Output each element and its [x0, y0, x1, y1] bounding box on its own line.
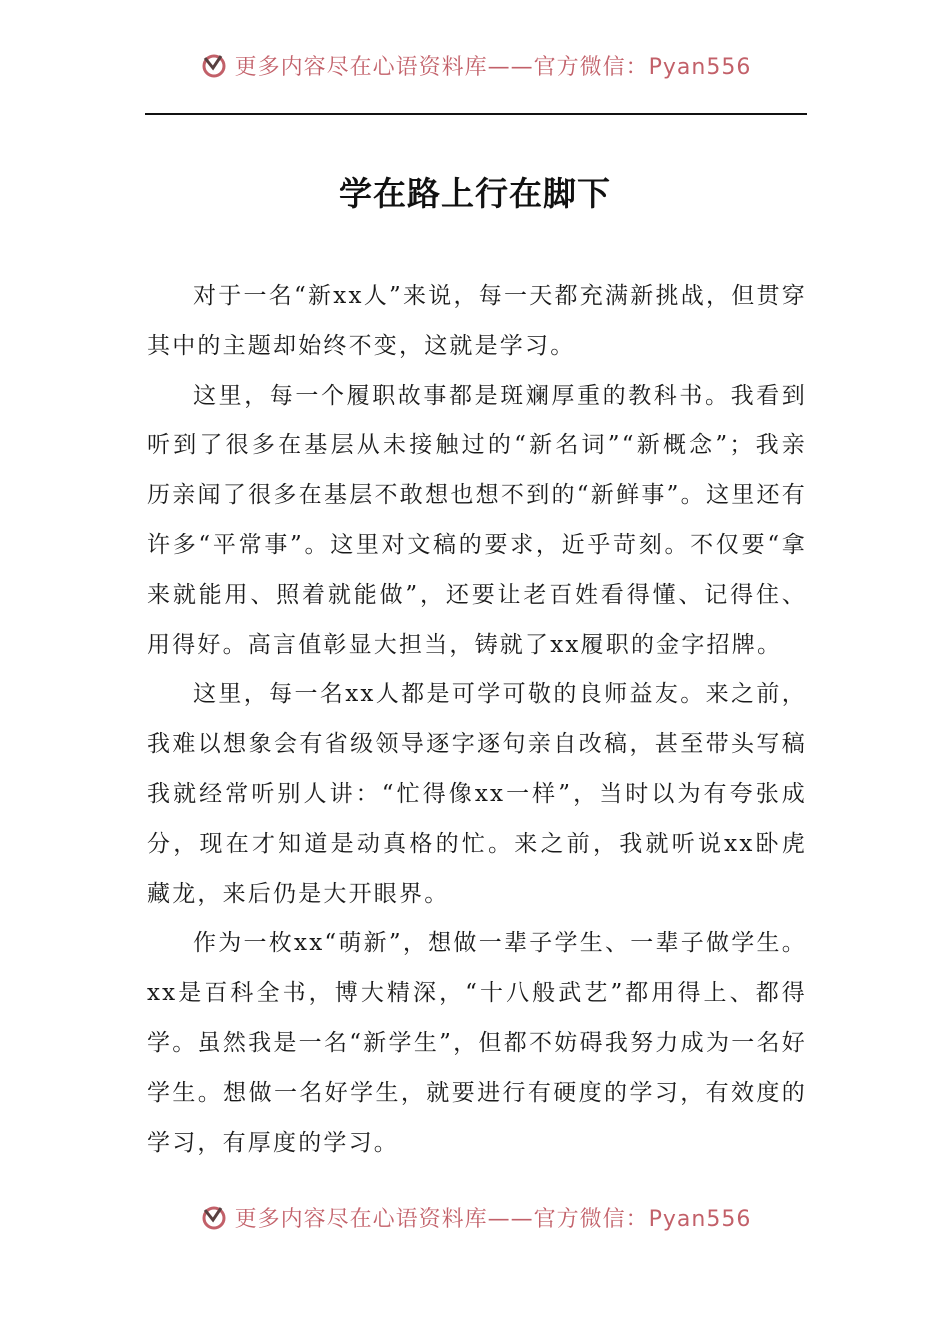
- logo-icon: [199, 52, 229, 80]
- watermark-header: [0, 52, 950, 86]
- document-body: [147, 272, 807, 1168]
- paragraph-2: 这里，每一个履职故事都是斑斓厚重的教科书。我看到听到了很多在基层从未接触过的“新名词”“新概念”；我亲历亲闻了很多在基层不敢想也想不到的“新鲜事”。这里还有许多“平常事”。这里对文稿的要求，近乎苛刻。不仅要“拿来就能用、照着就能做”，还要让老百姓看得懂、记得住、用得好。高言值彰显大担当，铸就了xx履职的金字招牌。: [147, 382, 807, 658]
- paragraph-1: 对于一名“新xx人”来说，每一天都充满新挑战，但贯穿其中的主题却始终不变，这就是学习。: [147, 283, 807, 359]
- document-title: 学在路上行在脚下: [339, 174, 611, 213]
- paragraph-3: 这里，每一名xx人都是可学可敬的良师益友。来之前，我难以想象会有省级领导逐字逐句亲自改稿，甚至带头写稿我就经常听别人讲：“忙得像xx一样”，当时以为有夸张成分，现在才知道是动真格的忙。来之前，我就听说xx卧虎藏龙，来后仍是大开眼界。: [147, 681, 807, 907]
- watermark-text: 更多内容尽在心语资料库——官方微信：Pyan556: [234, 54, 752, 80]
- header-rule: [145, 113, 807, 115]
- watermark-footer: [0, 1204, 950, 1238]
- logo-icon: [199, 1204, 229, 1232]
- paragraph-4: 作为一枚xx“萌新”，想做一辈子学生、一辈子做学生。xx是百科全书，博大精深，“十八般武艺”都用得上、都得学。虽然我是一名“新学生”，但都不妨碍我努力成为一名好学生。想做一名好学生，就要进行有硬度的学习，有效度的学习，有厚度的学习。: [147, 930, 807, 1156]
- watermark-text: 更多内容尽在心语资料库——官方微信：Pyan556: [234, 1206, 752, 1232]
